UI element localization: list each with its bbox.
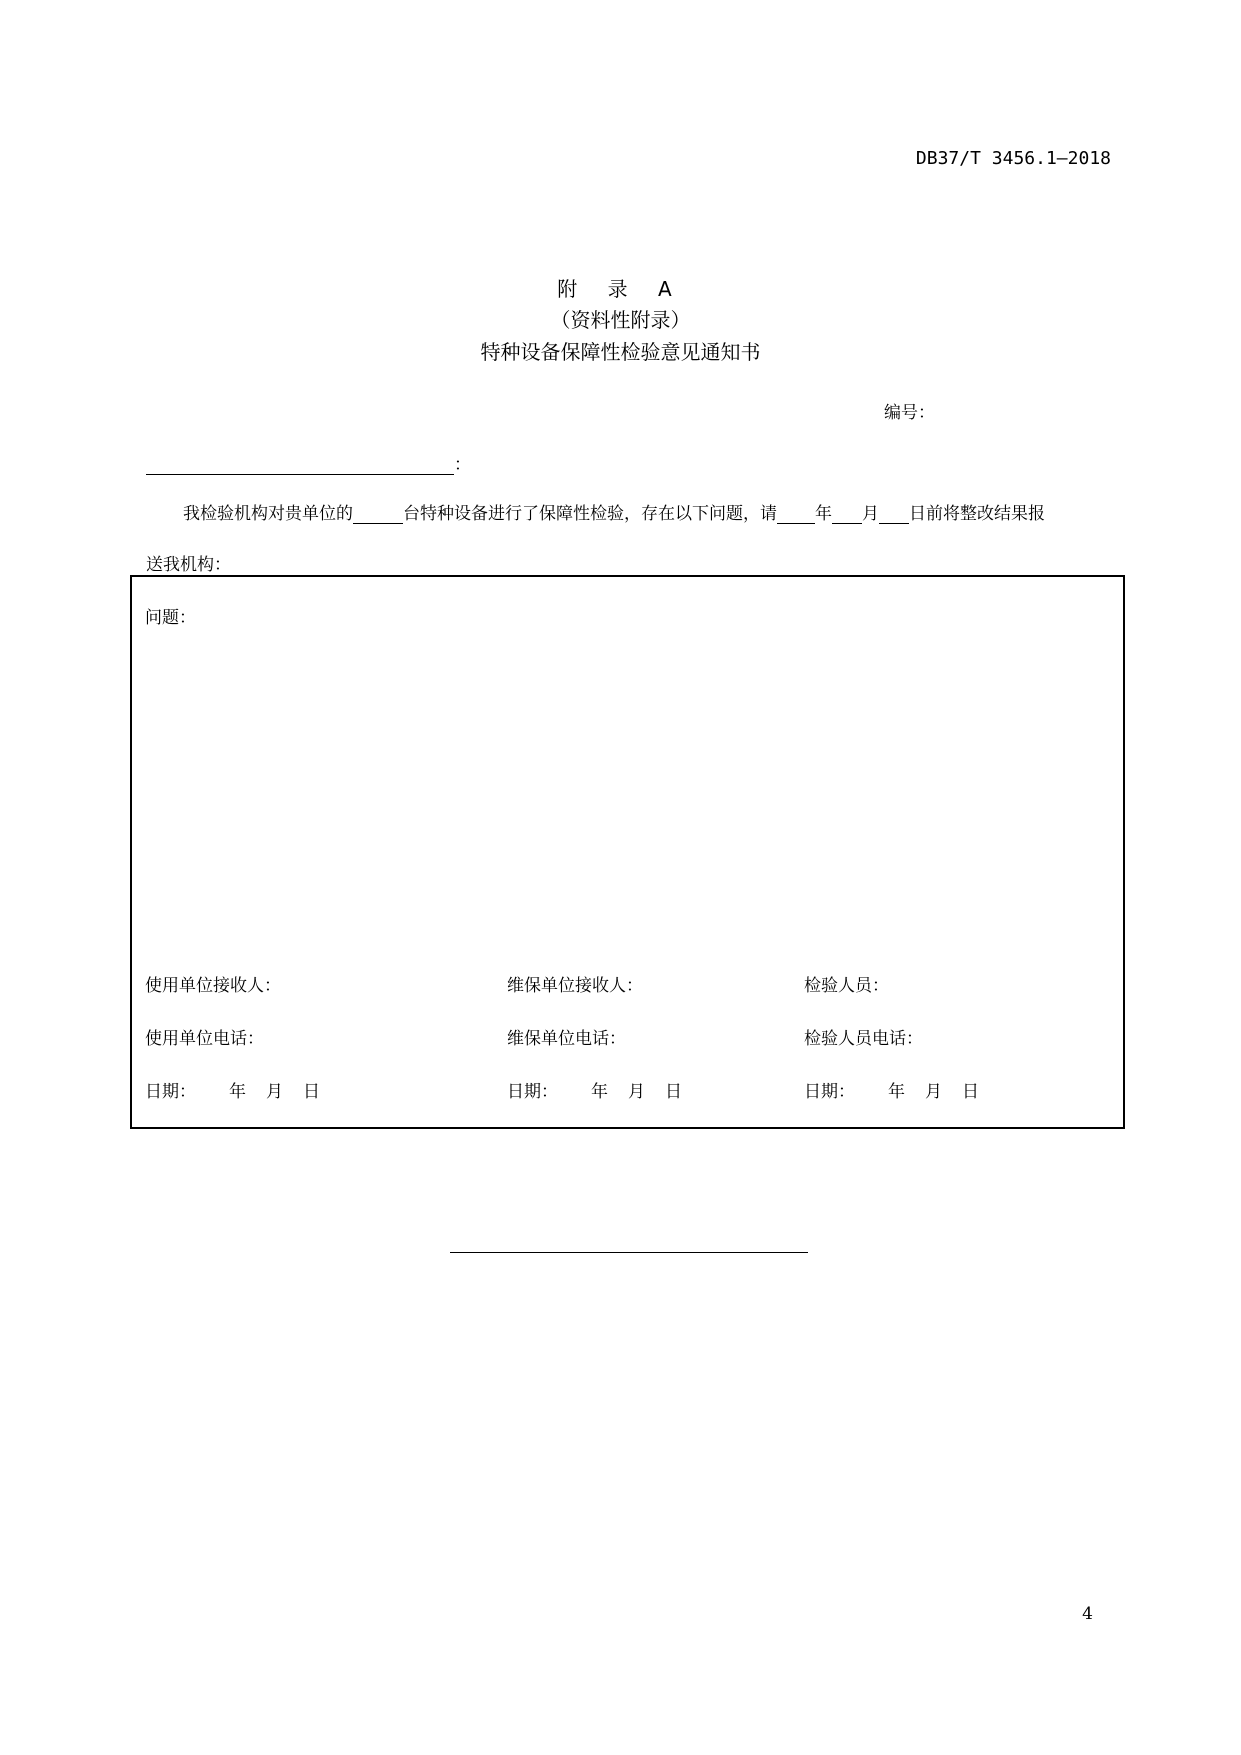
user-receiver-label: 使用单位接收人： (145, 976, 281, 996)
date-year: 年 (229, 1082, 246, 1102)
body-year: 年 (815, 504, 832, 524)
recipient-line (146, 450, 471, 475)
day-blank (879, 505, 909, 524)
notice-form-box (130, 575, 1125, 1129)
date-year: 年 (888, 1082, 905, 1102)
problem-label: 问题： (145, 608, 196, 628)
date-year: 年 (591, 1082, 608, 1102)
user-date (145, 1077, 320, 1102)
appendix-title: 附 录 A (557, 277, 684, 301)
inspector-phone-label: 检验人员电话： (804, 1029, 923, 1049)
date-day: 日 (665, 1082, 682, 1102)
body-month: 月 (862, 504, 879, 524)
date-month: 月 (925, 1082, 942, 1102)
year-blank (777, 505, 815, 524)
body-text-1: 我检验机构对贵单位的 (183, 504, 353, 524)
recipient-blank (146, 456, 454, 475)
date-month: 月 (628, 1082, 645, 1102)
body-paragraph-line2: 送我机构： (146, 555, 231, 575)
quantity-blank (353, 505, 403, 524)
recipient-colon: ： (454, 455, 471, 475)
notice-title: 特种设备保障性检验意见通知书 (480, 340, 761, 364)
body-text-2: 台特种设备进行了保障性检验，存在以下问题，请 (403, 504, 777, 524)
inspector-label: 检验人员： (804, 976, 889, 996)
page-number: 4 (1082, 1604, 1093, 1624)
body-paragraph (183, 499, 1045, 524)
maintenance-date (507, 1077, 682, 1102)
user-phone-label: 使用单位电话： (145, 1029, 264, 1049)
maintenance-receiver-label: 维保单位接收人： (507, 976, 643, 996)
serial-number-label: 编号： (884, 403, 935, 423)
appendix-type: （资料性附录） (550, 308, 691, 332)
date-label: 日期： (804, 1082, 855, 1102)
inspector-date (804, 1077, 979, 1102)
date-label: 日期： (507, 1082, 558, 1102)
month-blank (832, 505, 862, 524)
date-label: 日期： (145, 1082, 196, 1102)
date-day: 日 (303, 1082, 320, 1102)
end-rule (450, 1252, 808, 1253)
maintenance-phone-label: 维保单位电话： (507, 1029, 626, 1049)
body-text-3: 日前将整改结果报 (909, 504, 1045, 524)
date-day: 日 (962, 1082, 979, 1102)
date-month: 月 (266, 1082, 283, 1102)
standard-code: DB37/T 3456.1—2018 (915, 148, 1111, 169)
